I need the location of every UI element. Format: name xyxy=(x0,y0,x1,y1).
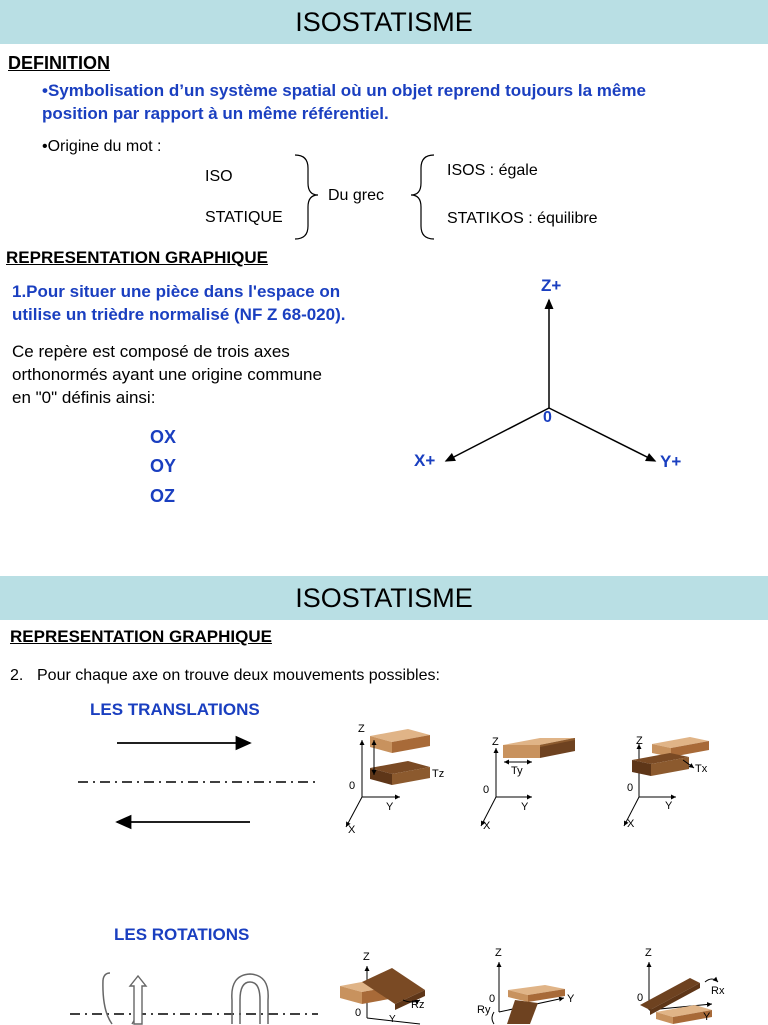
rx-label: Rx xyxy=(711,985,725,997)
rz-label: Rz xyxy=(411,999,425,1011)
rx-origin: 0 xyxy=(637,992,644,1004)
representation-heading-1: REPRESENTATION GRAPHIQUE xyxy=(6,248,268,267)
translations-heading: LES TRANSLATIONS xyxy=(90,700,260,719)
ry-label: Ry xyxy=(477,1004,491,1016)
repere-line-1: Ce repère est composé de trois axes xyxy=(12,342,290,361)
y-plus-label: Y+ xyxy=(660,452,682,471)
word-statique: STATIQUE xyxy=(205,209,283,226)
definition-heading: DEFINITION xyxy=(8,53,110,73)
definition-line-1: •Symbolisation d’un système spatial où un objet reprend toujours la même xyxy=(42,81,646,100)
tz-axis-z: Z xyxy=(358,723,365,735)
rx-axis-y: Y xyxy=(703,1011,711,1023)
du-grec-label: Du grec xyxy=(328,187,385,204)
ry-axis-z: Z xyxy=(495,947,502,959)
slide2-title: ISOSTATISME xyxy=(295,583,473,613)
rz-axis-z: Z xyxy=(363,951,370,963)
isos-definition: ISOS : égale xyxy=(447,162,538,179)
tx-axis-x: X xyxy=(627,818,635,830)
point1-line-1: 1.Pour situer une pièce dans l'espace on xyxy=(12,282,341,301)
slide1-title: ISOSTATISME xyxy=(295,7,473,37)
ty-origin: 0 xyxy=(483,784,490,796)
point1-line-2: utilise un trièdre normalisé (NF Z 68-020). xyxy=(12,305,346,324)
tx-label: Tx xyxy=(695,763,708,775)
origin-label: •Origine du mot : xyxy=(42,138,162,155)
tz-axis-y: Y xyxy=(386,801,394,813)
origin-label-triedre: 0 xyxy=(543,409,552,426)
point2-number: 2. xyxy=(10,667,24,684)
diagram-rz xyxy=(340,966,425,1024)
tx-axis-y: Y xyxy=(665,800,673,812)
z-plus-label: Z+ xyxy=(541,276,562,295)
ty-axis-y: Y xyxy=(521,801,529,813)
ty-axis-z: Z xyxy=(492,736,499,748)
statikos-definition: STATIKOS : équilibre xyxy=(447,210,598,227)
ty-axis-x: X xyxy=(483,820,491,832)
rz-origin: 0 xyxy=(355,1007,362,1019)
tz-axis-x: X xyxy=(348,824,356,836)
axis-ox: OX xyxy=(150,427,177,447)
tx-axis-z: Z xyxy=(636,735,643,747)
definition-line-2: position par rapport à un même référentiel. xyxy=(42,104,389,123)
rotations-heading: LES ROTATIONS xyxy=(114,925,250,944)
axis-oz: OZ xyxy=(150,486,175,506)
ry-origin: 0 xyxy=(489,993,496,1005)
repere-line-2: orthonormés ayant une origine commune xyxy=(12,365,322,384)
ty-label: Ty xyxy=(511,765,523,777)
tx-origin: 0 xyxy=(627,782,634,794)
diagram-ry xyxy=(492,962,565,1024)
tz-origin: 0 xyxy=(349,780,356,792)
rz-axis-y: Y xyxy=(389,1014,396,1025)
point2-text: Pour chaque axe on trouve deux mouvements possibles: xyxy=(37,667,440,684)
word-iso: ISO xyxy=(205,168,233,185)
ry-axis-y: Y xyxy=(567,993,575,1005)
rx-axis-z: Z xyxy=(645,947,652,959)
repere-line-3: en "0" définis ainsi: xyxy=(12,388,156,407)
x-plus-label: X+ xyxy=(414,451,436,470)
tz-label: Tz xyxy=(432,768,445,780)
axis-oy: OY xyxy=(150,456,177,476)
representation-heading-2: REPRESENTATION GRAPHIQUE xyxy=(10,627,272,646)
